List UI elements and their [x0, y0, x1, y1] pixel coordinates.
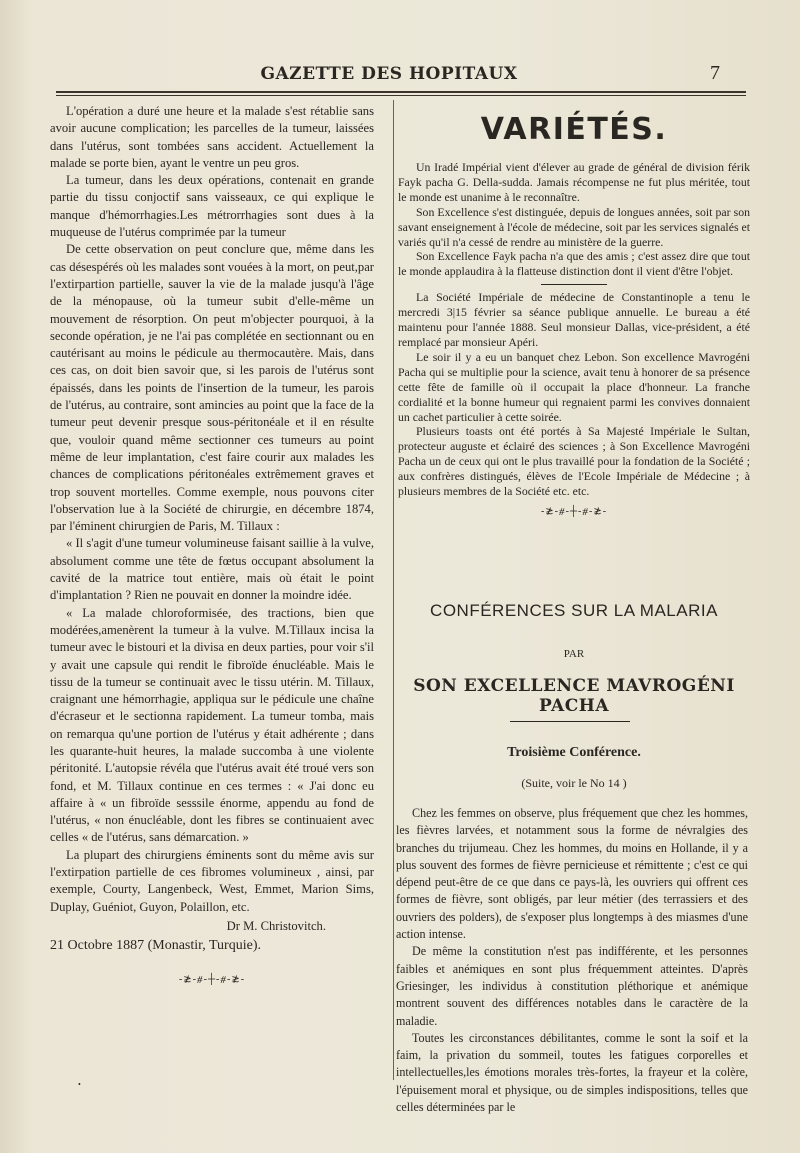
- conference-author: SON EXCELLENCE MAVROGÉNI PACHA: [413, 676, 735, 716]
- lecture-title: Troisième Conférence.: [507, 745, 641, 760]
- varietes-paragraph: Plusieurs toasts ont été portés à Sa Majesté Impériale le Sultan, protecteur auguste et éclairé des sciences ; à Son Excellence Mavrogéni Pacha un de ceux qui ont le plus travaillé pour la fondation de la Société ; aux confrères distingués, élèves de l'Ecole Impériale de Médecine ; à plusieurs membres de la Société etc. etc.: [398, 424, 750, 499]
- left-paragraph: L'opération a duré une heure et la malade s'est rétablie sans avoir aucune complication; les parcelles de la tumeur, laissées dans l'utérus, sont tombées sans accident. Actuellement la malade se porte bien, ayant le ventre un peu gros.: [50, 104, 374, 170]
- left-paragraph: La tumeur, dans les deux opérations, contenait en grande partie du tissu conjoctif sans vaisseaux, ce qui explique le manque d'hémorrhagies.Les métrorrhagies sont dues à la muqueuse de l'utérus comprimée par la tumeur: [50, 173, 374, 240]
- left-paragraph: La plupart des chirurgiens éminents sont du même avis sur l'extirpation partielle de ces fibromes volumineux , ainsi, par exemple, Courty, Langenbeck, West, Emmet, Marion Sims, Duplay, Guéniot, Guyon, Polaillon, etc.: [50, 847, 374, 914]
- article-date: 21 Octobre 1887 (Monastir, Turquie).: [50, 938, 261, 954]
- varietes-section: [398, 160, 750, 526]
- header-rule-thin: [56, 95, 746, 96]
- left-column: [50, 103, 374, 1004]
- varietes-heading: VARIÉTÉS.: [480, 112, 668, 147]
- conference-paragraph: Toutes les circonstances débilitantes, comme le sont la soif et la faim, la privation du sommeil, toutes les fatigues corporelles et intellectuelles,les émotions morales très-fortes, la frayeur et la colère, l'épuisement moral et physique, ou de simples indispositions, telles que celles déterminées par le: [396, 1030, 748, 1115]
- conference-rule: [510, 721, 630, 722]
- conference-body: [396, 805, 748, 1116]
- conference-title: CONFÉRENCES SUR LA MALARIA: [430, 601, 718, 620]
- varietes-paragraph: Un Iradé Impérial vient d'élever au grade de général de division férik Fayk pacha G. Della-sudda. Jamais récompense ne fut plus méritée, tout le monde est unanime à le reconnaître.: [398, 160, 750, 204]
- varietes-paragraph: Son Excellence s'est distinguée, depuis de longues années, soit par son savant enseignement à l'école de médecine, soit par les services signalés et variés qu'il n'a cessé de rendre au ministère de la guerre.: [398, 204, 750, 249]
- header-rule-thick: [56, 91, 746, 93]
- printer-speck: •: [78, 1080, 81, 1089]
- conference-par: PAR: [563, 648, 585, 660]
- suite-note: (Suite, voir le No 14 ): [521, 776, 627, 790]
- conference-paragraph: De même la constitution n'est pas indifférente, et les personnes faibles et anémiques en sont plus fréquemment atteintes. D'après Griesinger, les individus à constitution pléthorique et anémique montrent souvent des différences notables dans le caractère de la maladie.: [396, 944, 748, 1028]
- author-signature: Dr M. Christovitch.: [226, 918, 326, 933]
- quote-paragraph: « La malade chloroformisée, des tractions, bien que modérées,amenèrent la tumeur à la vulve. M.Tillaux incisa la tumeur avec le bistouri et la divisa en deux parties, pour voir s'il y avait une capsule qui rendit le fibroïde énucléable. Mais le tissu de la tumeur se continuait avec le tissu utérin. M. Tillaux, craignant une hémorrhagie, appliqua sur le pédicule une chaîne d'écraseur et le sectionna rapidement. La tumeur tomba, mais on remarqua qu'une portion de l'utérus y était adhérente ; dans les quarante-huit heures, la malade succomba à une violente péritonité. L'autopsie révéla que l'utérus avait été troué vers son fond, et M. Tillaux continue en ces termes : « J'ai donc eu affaire à « un fibroïde sesssile énorme, appendu au fond de l'utérus, « non énucléable, dont les fibres se continuaient avec celles « de l'utérus, sans démarcation. »: [50, 605, 374, 845]
- quote-paragraph: « Il s'agit d'une tumeur volumineuse faisant saillie à la vulve, absolument comme une tête de fœtus occupant absolument la cavité de la matrice tout entière, mais où était le point d'implantation ? Rien ne pouvait en donner la moindre idée.: [50, 536, 374, 603]
- short-divider: [541, 284, 607, 285]
- varietes-paragraph: Son Excellence Fayk pacha n'a que des amis ; c'est assez dire que tout le monde applaudira à la flatteuse distinction dont il vient d'être l'objet.: [398, 249, 750, 279]
- journal-title: GAZETTE DES HOPITAUX: [260, 64, 518, 84]
- page-number: 7: [710, 62, 720, 84]
- section-ornament: -≵-⧣-┼-⧣-≵-: [540, 505, 608, 517]
- column-separator: [393, 100, 394, 1080]
- conference-paragraph: Chez les femmes on observe, plus fréquement que chez les hommes, les fièvres larvées, et notamment sous la forme de névralgies des branches du trijumeau. Chez les hommes, du moins en Hollande, il y a plus souvent des formes de fièvre pernicieuse et rémittente ; c'est ce qui dépend peut-être de ce que dans ce pays-là, les ouvriers qui offrent ces formes de fièvre, sont obligés, par leur métier (des terrassiers et des ouvriers des polders), de s'exposer plus longtemps à des miasmes d'une action intense.: [396, 806, 748, 942]
- varietes-paragraph: La Société Impériale de médecine de Constantinople a tenu le mercredi 3|15 février sa séance publique annuelle. Le bureau a été maintenu pour l'année 1888. Seul monsieur Dallas, vice-président, a été remplacé par monsieur Apéri.: [398, 290, 750, 349]
- varietes-paragraph: Le soir il y a eu un banquet chez Lebon. Son excellence Mavrogéni Pacha qui se multiplie pour la science, avait tenu à honorer de sa présence cette fête de famille où il occupait la place d'honneur. La franche cordialité et la bonne humeur qui regnaient parmi les convives donnaient un cachet particulier à cette soirée.: [398, 349, 750, 424]
- section-ornament: -≵-⧣-┼-⧣-≵-: [178, 973, 246, 985]
- page-header: [30, 64, 748, 92]
- left-paragraph: De cette observation on peut conclure que, même dans les cas désespérés où les malades sont vouées à la mort, on peut,par l'extirpartion partielle, sauver la vie de la malade jusqu'à l'âge de la ménopause, où la tumeur subit d'elle-même un mouvement de résorption. On peut m'objecter pourquoi, à la seconde opération, je ne l'ai pas complétée en sectionnant ou en cautérisant au moins le pédicule au thermocautère. Mais, dans ces cas, on doit bien savoir que, si les parois de l'utérus sont épaissés, dans les points de l'insertion de la tumeur, les parois de l'utérus, au contraire, sont amincies au point que la face de la tumeur peut devenir presque sous-péritonéale et il en résulte que, vouloir quand même sectionner ces tumeurs au point même de leur implantation, c'est faire courir aux malades les chances de complications péritonéales extrêmement graves et trop souvent mortelles. Comme exemple, nous pouvons citer l'observation lue à la Société de chirurgie, en décembre 1874, par l'éminent chirurgien de Paris, M. Tillaux :: [50, 242, 374, 534]
